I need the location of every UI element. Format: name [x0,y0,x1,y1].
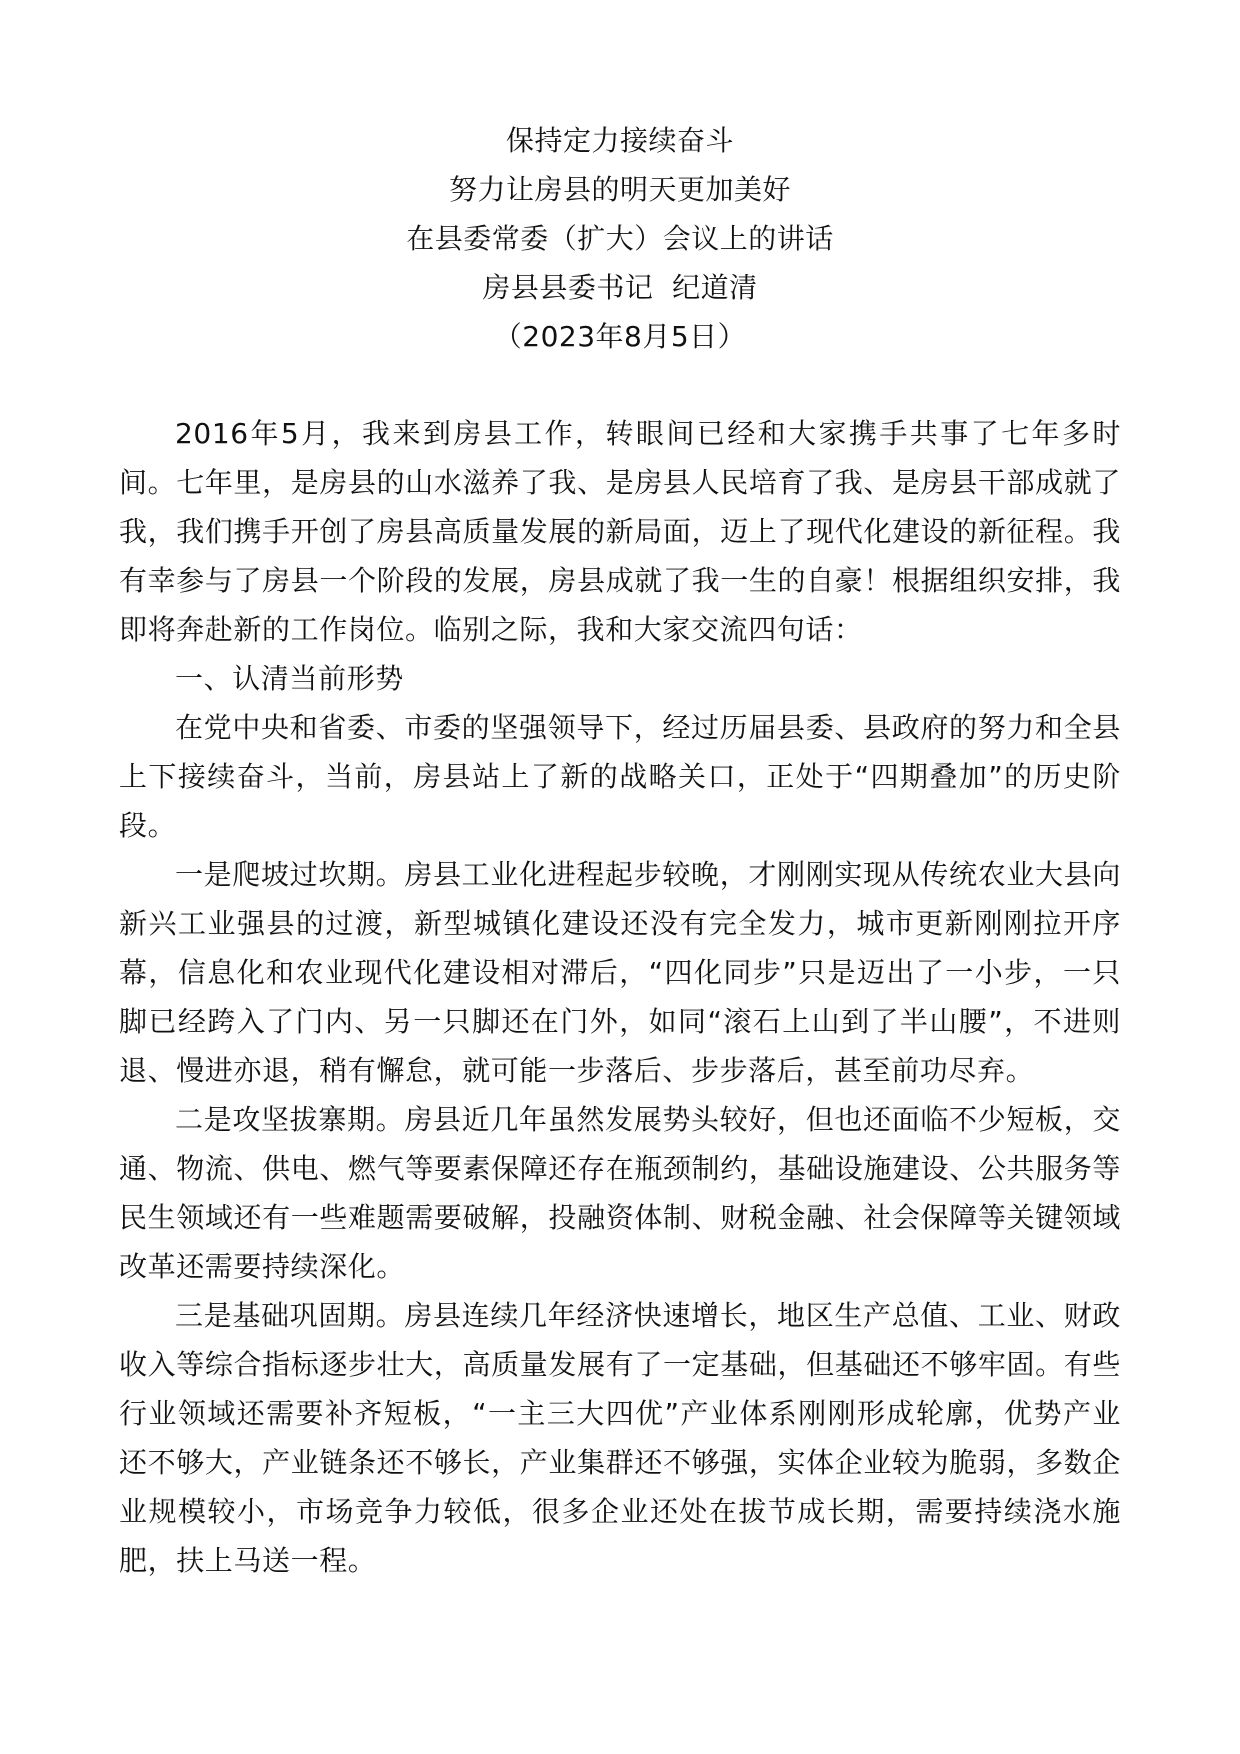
speech-date: （2023年8月5日） [493,320,747,353]
speech-occasion: 在县委常委（扩大）会议上的讲话 [406,222,834,255]
document-header [119,116,1121,361]
paragraph-point-1: 一是爬坡过坎期。房县工业化进程起步较晚，才刚刚实现从传统农业大县向新兴工业强县的过渡，新型城镇化建设还没有完全发力，城市更新刚刚拉开序幕，信息化和农业现代化建设相对滞后，“四化同步”只是迈出了一小步，一只脚已经跨入了门内、另一只脚还在门外，如同“滚石上山到了半山腰”，不进则退、慢进亦退，稍有懈怠，就可能一步落后、步步落后，甚至前功尽弃。 [119,858,1121,1087]
document-body [119,409,1121,1585]
paragraph-point-3: 三是基础巩固期。房县连续几年经济快速增长，地区生产总值、工业、财政收入等综合指标逐步壮大，高质量发展有了一定基础，但基础还不够牢固。有些行业领域还需要补齐短板，“一主三大四优”产业体系刚刚形成轮廓，优势产业还不够大，产业链条还不够长，产业集群还不够强，实体企业较为脆弱，多数企业规模较小，市场竞争力较低，很多企业还处在拔节成长期，需要持续浇水施肥，扶上马送一程。 [119,1299,1121,1577]
document-title: 保持定力接续奋斗 [505,124,734,157]
speaker-line: 房县县委书记 纪道清 [482,271,758,304]
section-heading: 一、认清当前形势 [175,662,404,695]
document-page [119,116,1121,1585]
paragraph-situation: 在党中央和省委、市委的坚强领导下，经过历届县委、县政府的努力和全县上下接续奋斗，当前，房县站上了新的战略关口，正处于“四期叠加”的历史阶段。 [119,711,1121,842]
paragraph-point-2: 二是攻坚拔寨期。房县近几年虽然发展势头较好，但也还面临不少短板，交通、物流、供电、燃气等要素保障还存在瓶颈制约，基础设施建设、公共服务等民生领域还有一些难题需要破解，投融资体制、财税金融、社会保障等关键领域改革还需要持续深化。 [119,1103,1121,1283]
document-subtitle: 努力让房县的明天更加美好 [448,173,791,206]
paragraph-intro: 2016年5月，我来到房县工作，转眼间已经和大家携手共事了七年多时间。七年里，是房县的山水滋养了我、是房县人民培育了我、是房县干部成就了我，我们携手开创了房县高质量发展的新局面，迈上了现代化建设的新征程。我有幸参与了房县一个阶段的发展，房县成就了我一生的自豪！根据组织安排，我即将奔赴新的工作岗位。临别之际，我和大家交流四句话： [119,417,1121,646]
header-spacer [119,361,1121,409]
